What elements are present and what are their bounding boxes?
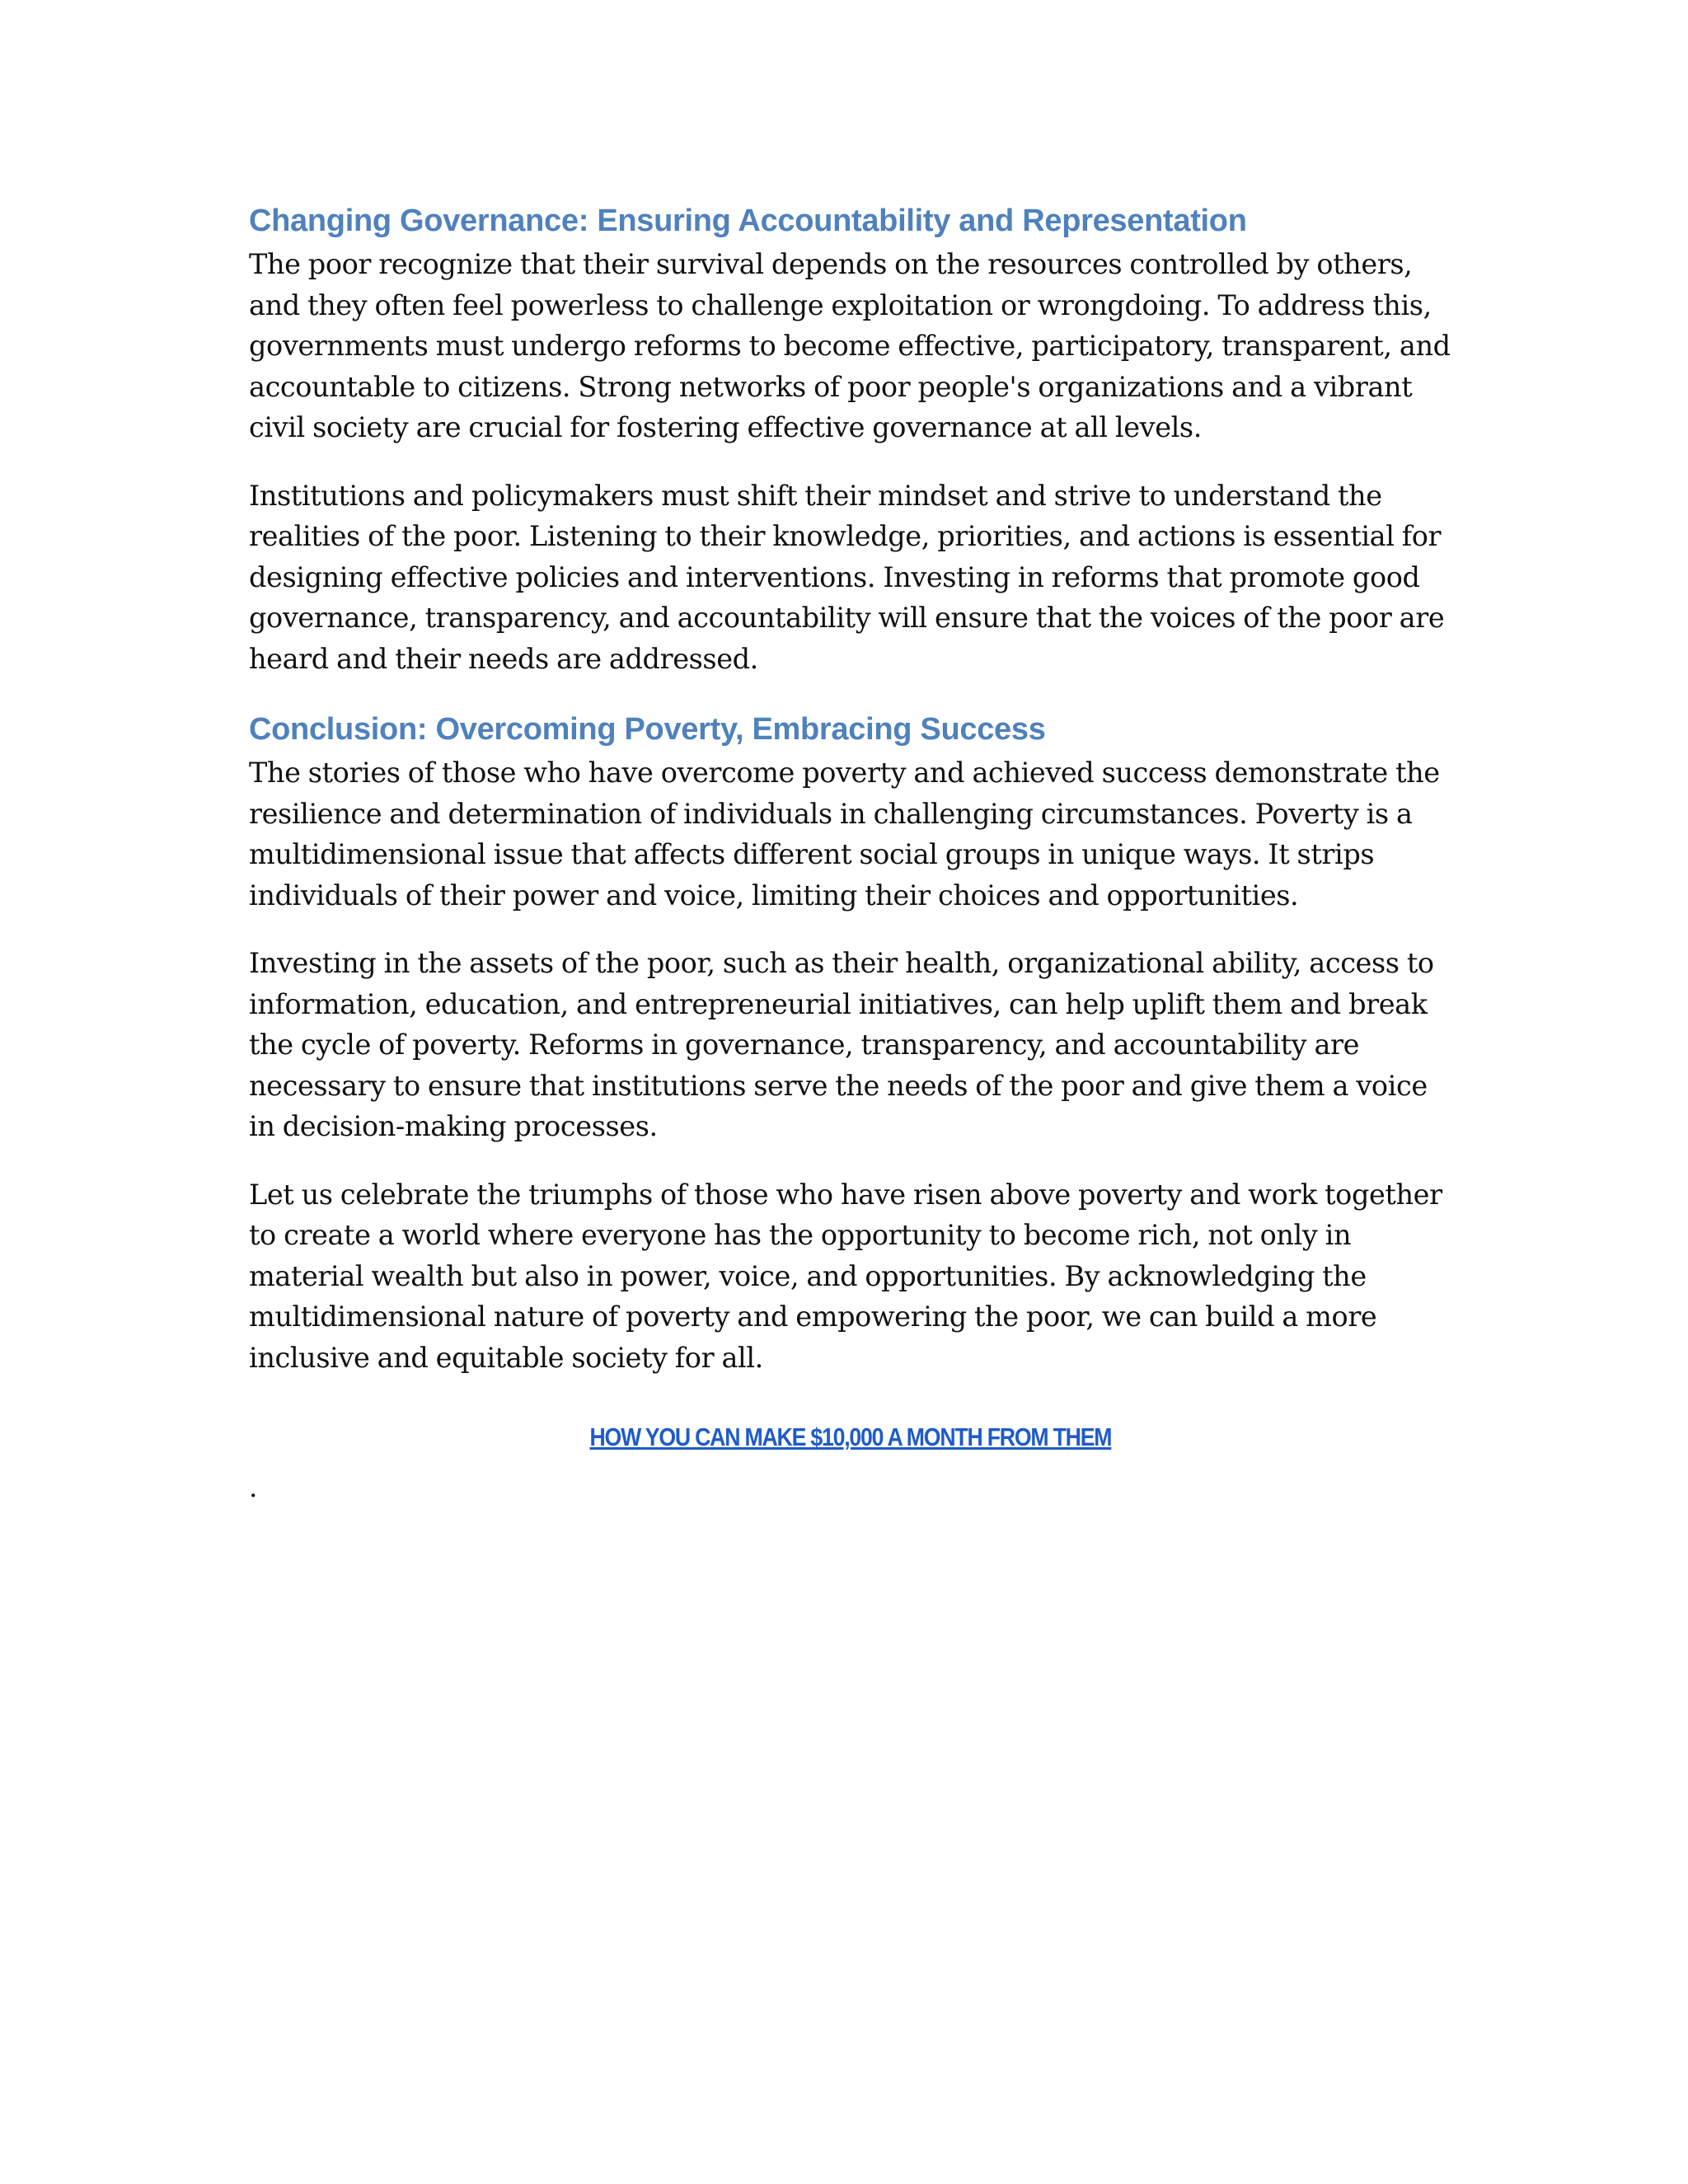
paragraph-governance-2: Institutions and policymakers must shift their mindset and strive to understand the realities of the poor. Listening to their knowledge, priorities, and actions is essential for designing effective policies and interventions. Investing in reforms that promote good governance, transparency, and accountability will ensure that the voices of the poor are heard and their needs are addressed. xyxy=(249,479,1445,675)
paragraph-conclusion-2: Investing in the assets of the poor, such as their health, organizational ability, access to information, education, and entrepreneurial initiatives, can help uplift them and break the cycle of poverty. Reforms in governance, transparency, and accountability are necessary to ensure that institutions serve the needs of the poor and give them a voice in decision-making processes. xyxy=(249,947,1434,1142)
paragraph-governance-1: The poor recognize that their survival depends on the resources controlled by others, and they often feel powerless to challenge exploitation or wrongdoing. To address this, governments must undergo reforms to become effective, participatory, transparent, and accountable to citizens. Strong networks of poor people's organizations and a vibrant civil society are crucial for fostering effective governance at all levels. xyxy=(249,248,1451,443)
document-page xyxy=(249,198,1452,1506)
make-money-link[interactable]: HOW YOU CAN MAKE $10,000 A MONTH FROM THEM xyxy=(589,1422,1112,1451)
paragraph-conclusion-1: The stories of those who have overcome poverty and achieved success demonstrate the resilience and determination of individuals in challenging circumstances. Poverty is a multidimensional issue that affects different social groups in unique ways. It strips individuals of their power and voice, limiting their choices and opportunities. xyxy=(249,757,1440,912)
section-heading-conclusion: Conclusion: Overcoming Poverty, Embracing Success xyxy=(249,712,1046,747)
trailing-text: . xyxy=(249,1471,258,1503)
cta-container xyxy=(249,1405,1452,1469)
paragraph-conclusion-3: Let us celebrate the triumphs of those who have risen above poverty and work together to create a world where everyone has the opportunity to become rich, not only in material wealth but also in power, voice, and opportunities. By acknowledging the multidimensional nature of poverty and empowering the poor, we can build a more inclusive and equitable society for all. xyxy=(249,1178,1442,1374)
section-heading-governance: Changing Governance: Ensuring Accountability and Representation xyxy=(249,204,1247,238)
